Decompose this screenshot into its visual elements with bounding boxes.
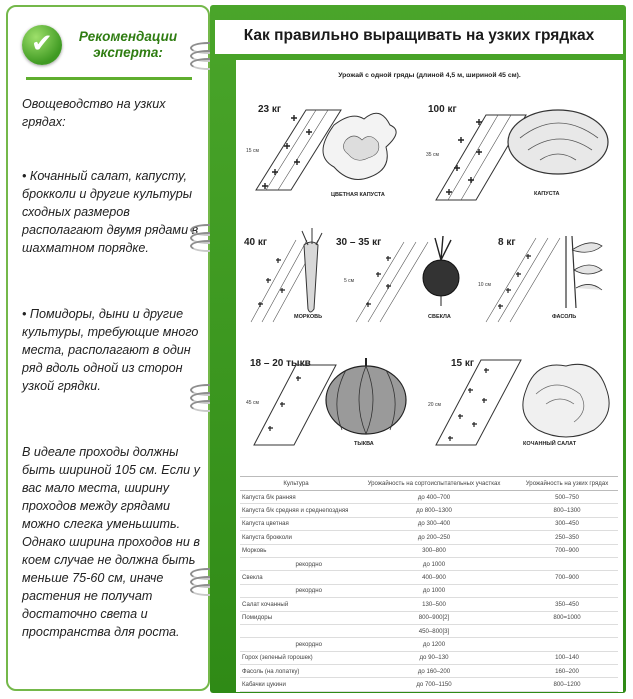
cell-narrow-yield <box>516 624 618 637</box>
carrot-crop <box>244 228 322 322</box>
beet-spacing: 5 см <box>344 278 355 284</box>
bullet-staggered-rows: • Кочанный салат, капусту, брокколи и другие культуры сходных размеров располагают двумя рядами в шахматном порядке. <box>22 169 199 255</box>
cell-narrow-yield: 300–450 <box>516 517 618 530</box>
cell-trial-yield: до 300–400 <box>352 517 516 530</box>
intro-text: Овощеводство на узких грядах: <box>22 97 166 129</box>
col-crop: Культура <box>240 477 352 491</box>
cauliflower-name: ЦВЕТНАЯ КАПУСТА <box>331 192 385 198</box>
col-narrow-yield: Урожайность на узких грядах <box>516 477 618 491</box>
cell-trial-yield: 130–500 <box>352 598 516 611</box>
plus-marks-5 <box>498 254 531 309</box>
cell-narrow-yield: 500–750 <box>516 491 618 504</box>
cell-narrow-yield: 800=1000 <box>516 611 618 624</box>
table-row <box>240 651 618 664</box>
table-row <box>240 678 618 691</box>
cell-crop: Капуста брокколи <box>240 531 352 544</box>
cell-narrow-yield: 100–140 <box>516 651 618 664</box>
cell-narrow-yield: 800–1300 <box>516 504 618 517</box>
cell-crop: Капуста цветная <box>240 517 352 530</box>
beet-name: СВЕКЛА <box>428 314 451 320</box>
lettuce-crop <box>428 358 609 447</box>
beans-name: ФАСОЛЬ <box>552 314 577 320</box>
table-row <box>240 598 618 611</box>
cell-crop: Капуста б/к средняя и среднепоздняя <box>240 504 352 517</box>
yield-table <box>240 476 618 692</box>
title-divider <box>26 77 192 80</box>
header-bar <box>215 20 623 54</box>
cauliflower-spacing: 15 см <box>246 148 259 154</box>
plus-marks-7 <box>448 368 489 441</box>
expert-title-line1: Рекомендации <box>78 29 178 44</box>
table-row <box>240 665 618 678</box>
beans-spacing: 10 см <box>478 282 491 288</box>
table-row <box>240 638 618 651</box>
carrot-name: МОРКОВЬ <box>294 314 323 320</box>
cell-crop: Фасоль (на лопатку) <box>240 665 352 678</box>
cell-crop: Салат кочанный <box>240 598 352 611</box>
plus-marks-3 <box>258 258 285 307</box>
beans-crop <box>478 236 602 322</box>
table-row <box>240 504 618 517</box>
cell-trial-yield: 450–800[3] <box>352 624 516 637</box>
cell-narrow-yield: 800–1200 <box>516 678 618 691</box>
table-row <box>240 611 618 624</box>
cell-crop: Морковь <box>240 544 352 557</box>
table-row <box>240 531 618 544</box>
table-row <box>240 544 618 557</box>
cell-crop: Свекла <box>240 571 352 584</box>
cell-crop: Помидоры <box>240 611 352 624</box>
cell-trial-yield: 400–900 <box>352 571 516 584</box>
cabbage-spacing: 35 см <box>426 152 439 158</box>
expert-title <box>68 29 188 61</box>
cell-trial-yield: до 800–1300 <box>352 504 516 517</box>
table-row <box>240 491 618 504</box>
content-area <box>236 60 623 692</box>
cell-crop: рекордно <box>240 584 352 597</box>
cell-trial-yield: до 160–200 <box>352 665 516 678</box>
beet-crop <box>336 236 459 322</box>
lettuce-name: КОЧАННЫЙ САЛАТ <box>523 441 577 447</box>
table-row <box>240 557 618 570</box>
cell-trial-yield: 800–900[2] <box>352 611 516 624</box>
cell-narrow-yield: 350–450 <box>516 598 618 611</box>
cell-crop: Капуста б/к ранняя <box>240 491 352 504</box>
cauliflower-yield: 23 кг <box>258 104 282 115</box>
cell-crop: Горох (зеленый горошек) <box>240 651 352 664</box>
beans-yield: 8 кг <box>498 237 516 248</box>
cell-trial-yield: до 200–250 <box>352 531 516 544</box>
expert-recommendations-card <box>6 5 210 691</box>
checkmark-badge <box>22 25 62 65</box>
cell-narrow-yield <box>516 557 618 570</box>
lettuce-yield: 15 кг <box>451 358 475 369</box>
cell-trial-yield: до 1200 <box>352 638 516 651</box>
cell-narrow-yield <box>516 638 618 651</box>
checkmark-icon: ✔ <box>31 29 53 59</box>
col-trial-yield: Урожайность на сортоиспытательных участках <box>352 477 516 491</box>
table-row <box>240 584 618 597</box>
plus-marks-1 <box>262 115 312 189</box>
page-title: Как правильно выращивать на узких грядках <box>243 27 595 44</box>
plus-marks-6 <box>268 376 301 431</box>
expert-title-line2: эксперта: <box>93 45 163 60</box>
cell-narrow-yield: 700–900 <box>516 544 618 557</box>
table-row <box>240 624 618 637</box>
table-row <box>240 571 618 584</box>
cell-trial-yield: до 90–130 <box>352 651 516 664</box>
cell-trial-yield: до 1000 <box>352 557 516 570</box>
table-row <box>240 517 618 530</box>
cell-narrow-yield: 250–350 <box>516 531 618 544</box>
pumpkin-crop <box>246 358 406 447</box>
cauliflower-crop <box>246 104 396 198</box>
cell-crop: рекордно <box>240 638 352 651</box>
illustration-title: Урожай с одной гряды (длиной 4,5 м, шириной 45 см). <box>338 72 521 79</box>
bullet-single-row: • Помидоры, дыни и другие культуры, требующие много места, располагают в один ряд вдоль одной из сторон узкой грядки. <box>22 307 199 393</box>
cell-trial-yield: до 700–1150 <box>352 678 516 691</box>
beet-yield: 30 – 35 кг <box>336 237 382 248</box>
lettuce-spacing: 20 см <box>428 402 441 408</box>
cell-trial-yield: 300–800 <box>352 544 516 557</box>
cell-narrow-yield: 160–200 <box>516 665 618 678</box>
cabbage-crop <box>426 104 608 200</box>
cabbage-name: КАПУСТА <box>534 191 560 197</box>
path-width-advice: В идеале проходы должны быть шириной 105 см. Если у вас мало места, ширину проходов между грядами можно слегка уменьшить. Однако ширина проходов ни в коем случае не должна быть меньше 75-60 см, иначе растения не получат достаточно света и пространства для роста. <box>22 445 200 639</box>
pumpkin-yield: 18 – 20 тыкв <box>250 358 311 369</box>
cabbage-yield: 100 кг <box>428 104 457 115</box>
table-header-row <box>240 477 618 491</box>
cell-narrow-yield <box>516 584 618 597</box>
pumpkin-name: ТЫКВА <box>354 441 374 447</box>
cell-crop <box>240 624 352 637</box>
cell-narrow-yield: 700–900 <box>516 571 618 584</box>
cell-crop: рекордно <box>240 557 352 570</box>
cell-trial-yield: до 400–700 <box>352 491 516 504</box>
carrot-yield: 40 кг <box>244 237 268 248</box>
cell-trial-yield: до 1000 <box>352 584 516 597</box>
cell-crop: Кабачки цукини <box>240 678 352 691</box>
pumpkin-spacing: 45 см <box>246 400 259 406</box>
